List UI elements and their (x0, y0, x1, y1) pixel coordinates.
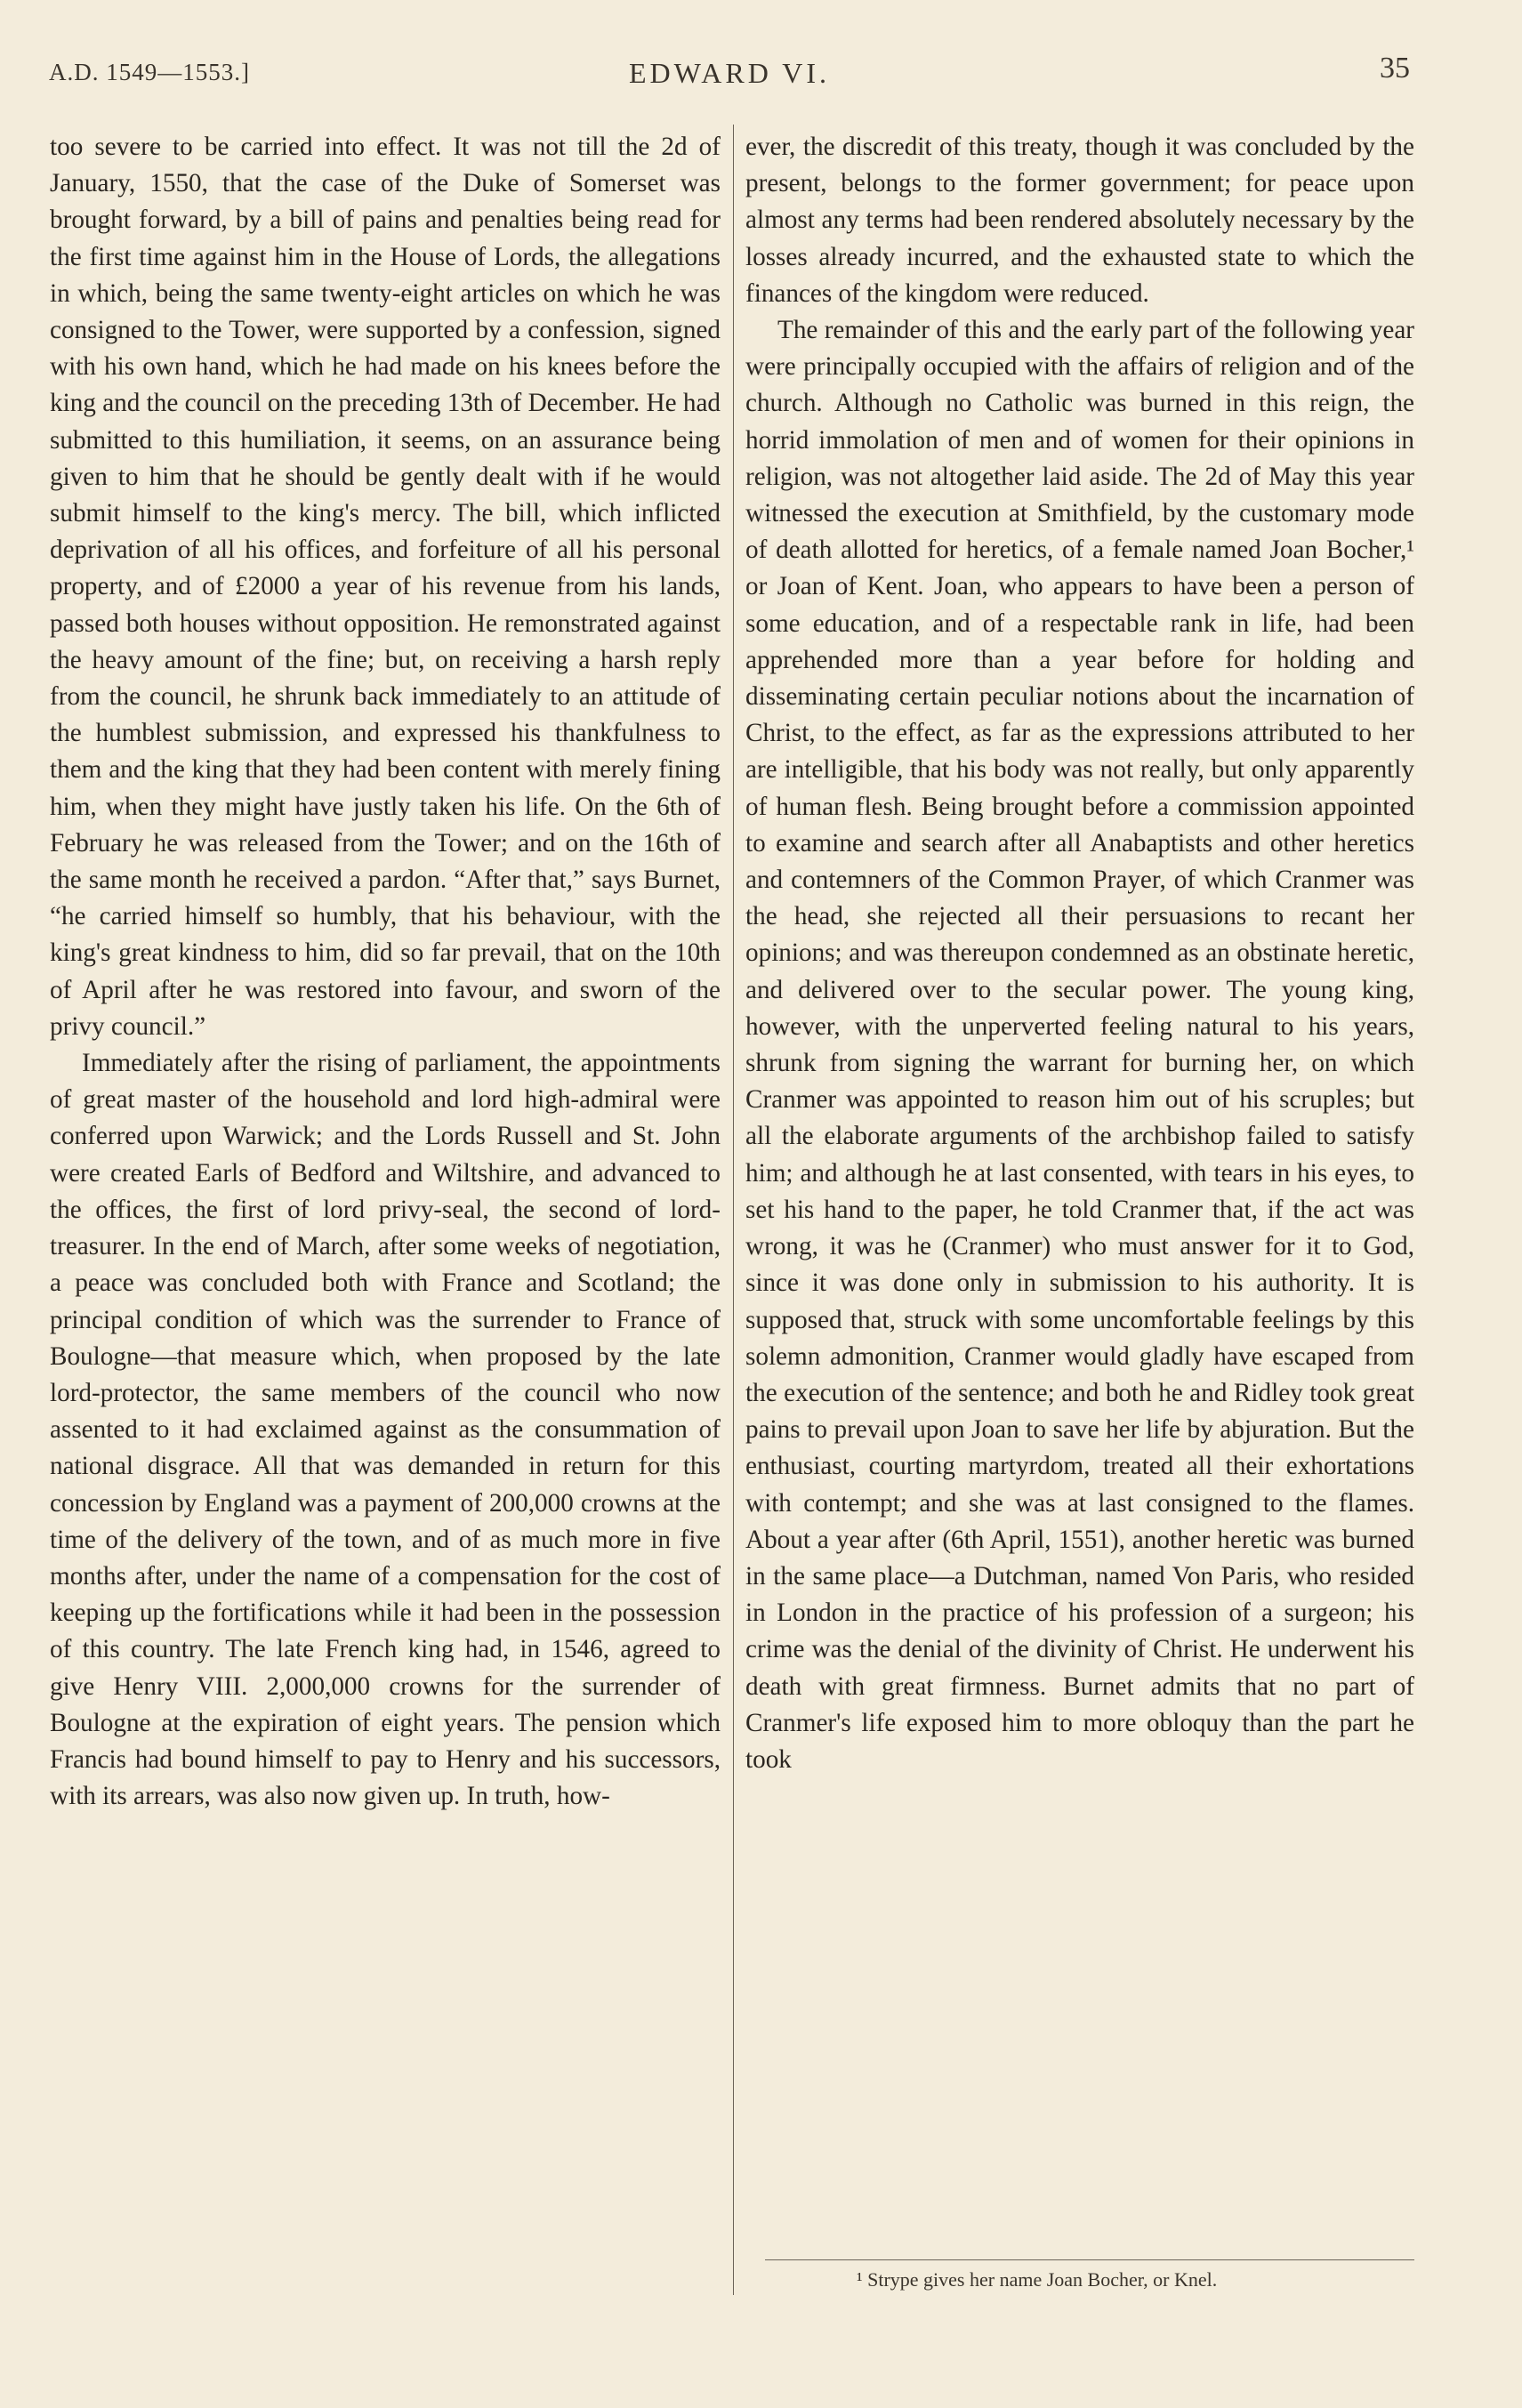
page-number: 35 (1380, 52, 1410, 85)
running-head (49, 52, 1410, 105)
footnote: ¹ Strype gives her name Joan Bocher, or Knel. (857, 2268, 1218, 2291)
right-paragraph-2: The remainder of this and the early part of the following year were principally occupied with the affairs of religion and of the church. Although no Catholic was burned in this reign, the horrid immolation of men and of women for their opinions in religion, was not altogether laid aside. The 2d of May this year witnessed the execution at Smithfield, by the customary mode of death allotted for heretics, of a female named Joan Bocher,¹ or Joan of Kent. Joan, who appears to have been a person of some education, and of a respectable rank in life, had been apprehended more than a year before for holding and disseminating certain peculiar notions about the incarnation of Christ, to the effect, as far as the expressions attributed to her are intelligible, that his body was not really, but only apparently of human flesh. Being brought before a commission appointed to examine and search after all Anabaptists and other heretics and contemners of the Common Prayer, of which Cranmer was the head, she rejected all their persuasions to recant her opinions; and was thereupon condemned as an obstinate heretic, and delivered over to the secular power. The young king, however, with the unperverted feeling natural to his years, shrunk from signing the warrant for burning her, on which Cranmer was appointed to reason him out of his scruples; but all the elaborate arguments of the archbishop failed to satisfy him; and although he at last consented, with tears in his eyes, to set his hand to the paper, he told Cranmer that, if the act was wrong, it was he (Cranmer) who must answer for it to God, since it was done only in submission to his authority. It is supposed that, struck with some uncomfortable feelings by this solemn admonition, Cranmer would gladly have escaped from the execution of the sentence; and both he and Ridley took great pains to prevail upon Joan to save her life by abjuration. But the enthusiast, courting martyrdom, treated all their exhortations with contempt; and she was at last consigned to the flames. About a year after (6th April, 1551), another heretic was burned in the same place—a Dutchman, named Von Paris, who resided in London in the practice of his profession of a surgeon; his crime was the denial of the divinity of Christ. He underwent his death with great firmness. Burnet admits that no part of Cranmer's life exposed him to more obloquy than the part he took (745, 316, 1414, 1774)
right-paragraph-1: ever, the discredit of this treaty, though it was concluded by the present, belongs to the former government; for peace upon almost any terms had been rendered absolutely necessary by the losses already incurred, and the exhausted state to which the finances of the kingdom were reduced. (745, 133, 1414, 308)
footnote-rule (765, 2259, 1414, 2260)
right-column (745, 129, 1414, 1778)
header-date-range: A.D. 1549—1553.] (49, 59, 250, 85)
header-title: EDWARD VI. (628, 57, 831, 89)
column-divider (733, 125, 734, 2295)
left-column (50, 129, 721, 1815)
left-paragraph-1: too severe to be carried into effect. It was not till the 2d of January, 1550, that the case of the Duke of Somerset was brought forward, by a bill of pains and penalties being read for the first time against him in the House of Lords, the allegations in which, being the same twenty-eight articles on which he was consigned to the Tower, were supported by a confession, signed with his own hand, which he had made on his knees before the king and the council on the preceding 13th of December. He had submitted to this humiliation, it seems, on an assurance being given to him that he should be gently dealt with if he would submit himself to the king's mercy. The bill, which inflicted deprivation of all his offices, and forfeiture of all his personal property, and of £2000 a year of his revenue from his lands, passed both houses without opposition. He remonstrated against the heavy amount of the fine; but, on receiving a harsh reply from the council, he shrunk back immediately to an attitude of the humblest submission, and expressed his thankfulness to them and the king that they had been content with merely fining him, when they might have justly taken his life. On the 6th of February he was released from the Tower; and on the 16th of the same month he received a pardon. “After that,” says Burnet, “he carried himself so humbly, that his behaviour, with the king's great kindness to him, did so far prevail, that on the 10th of April after he was restored into favour, and sworn of the privy council.” (50, 133, 721, 1041)
left-paragraph-2: Immediately after the rising of parliament, the appointments of great master of the household and lord high-admiral were conferred upon Warwick; and the Lords Russell and St. John were created Earls of Bedford and Wiltshire, and advanced to the offices, the first of lord privy-seal, the second of lord-treasurer. In the end of March, after some weeks of negotiation, a peace was concluded both with France and Scotland; the principal condition of which was the surrender to France of Boulogne—that measure which, when proposed by the late lord-protector, the same members of the council who now assented to it had exclaimed against as the consummation of national disgrace. All that was demanded in return for this concession by England was a payment of 200,000 crowns at the time of the delivery of the town, and of as much more in five months after, under the name of a compensation for the cost of keeping up the fortifications while it had been in the possession of this country. The late French king had, in 1546, agreed to give Henry VIII. 2,000,000 crowns for the surrender of Boulogne at the expiration of eight years. The pension which Francis had bound himself to pay to Henry and his successors, with its arrears, was also now given up. In truth, how- (50, 1049, 721, 1811)
